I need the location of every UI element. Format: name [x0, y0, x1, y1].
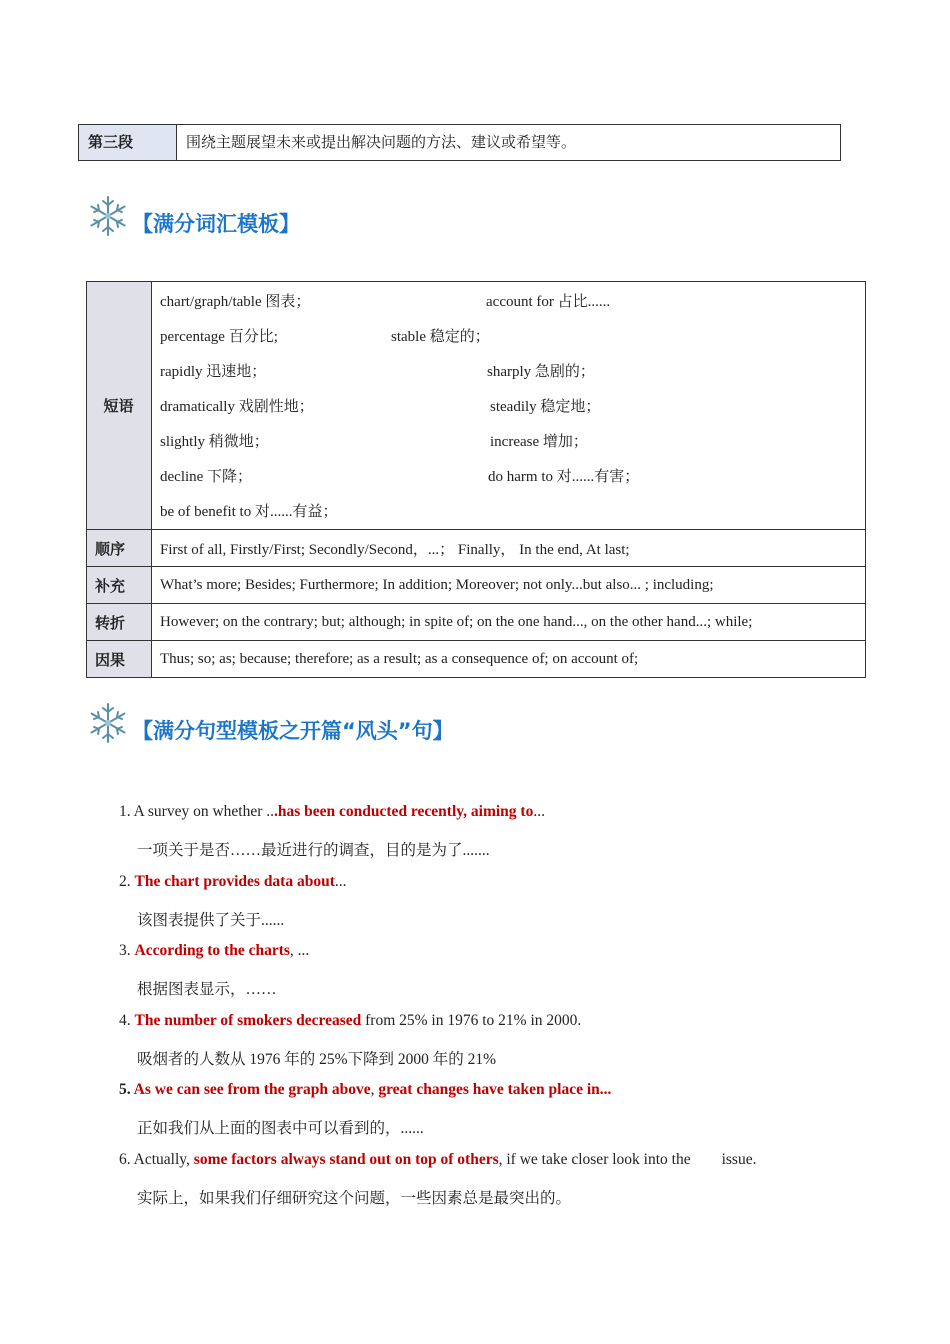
vocab-section-heading — [86, 194, 300, 238]
phrase-left: percentage 百分比; — [160, 329, 278, 345]
snowflake-icon — [86, 701, 130, 745]
snowflake-icon — [86, 194, 130, 238]
phrase-left: chart/graph/table 图表； — [160, 294, 311, 310]
sentence-section-heading — [86, 701, 454, 745]
sentence-number: 5. — [119, 1081, 134, 1098]
sentence-translation: 吸烟者的人数从 1976 年的 25%下降到 2000 年的 21% — [137, 1050, 497, 1068]
phrases-cell — [152, 282, 866, 530]
outline-table-row — [78, 124, 841, 161]
vocab-row-text: Thus; so; as; because; therefore; as a result; as a consequence of; on account of; — [152, 641, 866, 678]
sentence-text: ... — [533, 803, 545, 820]
key-phrase: As we can see from the graph above — [133, 1081, 371, 1098]
sentence-item — [119, 942, 309, 960]
vocab-title: 【满分词汇模板】 — [132, 212, 300, 236]
sentence-number: 2. — [119, 872, 135, 890]
vocab-row-text: However; on the contrary; but; although; in spite of; on the one hand..., on the other hand...; while; — [152, 604, 866, 641]
key-phrase: The chart provides data about — [134, 872, 335, 890]
sentence-text: Actually, — [133, 1150, 194, 1168]
phrase-right: increase 增加； — [490, 434, 588, 450]
sentence-text: , ... — [289, 942, 310, 959]
sentence-item — [119, 803, 545, 821]
phrase-right: sharply 急剧的； — [487, 364, 595, 380]
sentence-text: from 25% in 1976 to 21% in 2000. — [361, 1011, 582, 1029]
vocab-row-label: 转折 — [87, 604, 152, 641]
phrase-left: dramatically 戏剧性地； — [160, 399, 314, 415]
sentence-item — [119, 1151, 756, 1169]
paragraph-label: 第三段 — [79, 125, 177, 160]
vocab-row-label: 顺序 — [87, 530, 152, 567]
sentence-number: 4. — [119, 1011, 135, 1029]
key-phrase: great changes have taken place in... — [378, 1081, 612, 1098]
sentence-translation: 根据图表显示，…… — [137, 981, 277, 998]
sentence-item — [119, 1012, 581, 1030]
sentence-number: 3. — [119, 942, 135, 959]
sentence-translation: 一项关于是否……最近进行的调查，目的是为了....... — [137, 842, 490, 859]
phrase-line — [160, 423, 864, 458]
key-phrase: The number of smokers decreased — [134, 1011, 362, 1029]
sentence-text: A survey on whether .. — [133, 803, 274, 820]
vocab-row-text: What’s more; Besides; Furthermore; In addition; Moreover; not only...but also... ; including; — [152, 567, 866, 604]
phrase-line — [160, 458, 864, 493]
sentence-number: 6. — [119, 1150, 134, 1168]
phrase-right: stable 稳定的； — [391, 329, 490, 345]
phrase-left: decline 下降； — [160, 469, 253, 485]
sentence-text: , — [370, 1081, 379, 1098]
phrases-label: 短语 — [87, 282, 152, 530]
paragraph-description: 围绕主题展望未来或提出解决问题的方法、建议或希望等。 — [186, 135, 577, 151]
vocab-row-label: 因果 — [87, 641, 152, 678]
vocab-table — [86, 281, 866, 678]
vocab-row-text: First of all, Firstly/First; Secondly/Second，...； Finally， In the end, At last; — [152, 530, 866, 567]
sentence-translation: 实际上，如果我们仔细研究这个问题，一些因素总是最突出的。 — [137, 1189, 572, 1207]
sentence-number: 1. — [119, 803, 134, 820]
sentence-translation: 该图表提供了关于...... — [137, 911, 285, 929]
phrase-line — [160, 318, 864, 353]
phrase-left: rapidly 迅速地； — [160, 364, 267, 380]
sentence-title: 【满分句型模板之开篇“风头”句】 — [132, 719, 454, 743]
phrase-left: slightly 稍微地； — [160, 434, 269, 450]
sentence-text: ... — [334, 872, 347, 890]
sentence-text: , if we take closer look into the issue. — [498, 1150, 757, 1168]
key-phrase: some factors always stand out on top of others — [193, 1150, 499, 1168]
phrase-line — [160, 388, 864, 423]
phrase-line — [160, 353, 864, 388]
key-phrase: .has been conducted recently, aiming to — [274, 803, 534, 820]
vocab-row-label: 补充 — [87, 567, 152, 604]
sentence-item — [119, 873, 347, 891]
phrase-right: steadily 稳定地； — [490, 399, 601, 415]
phrase-right: account for 占比...... — [486, 294, 611, 310]
sentence-translation: 正如我们从上面的图表中可以看到的，...... — [137, 1120, 424, 1137]
phrase-right: do harm to 对......有害； — [488, 469, 640, 485]
sentence-item — [119, 1081, 611, 1099]
phrase-line — [160, 283, 864, 318]
phrase-line — [160, 493, 864, 528]
phrase-left: be of benefit to 对......有益； — [160, 504, 338, 520]
key-phrase: According to the charts — [134, 942, 290, 959]
